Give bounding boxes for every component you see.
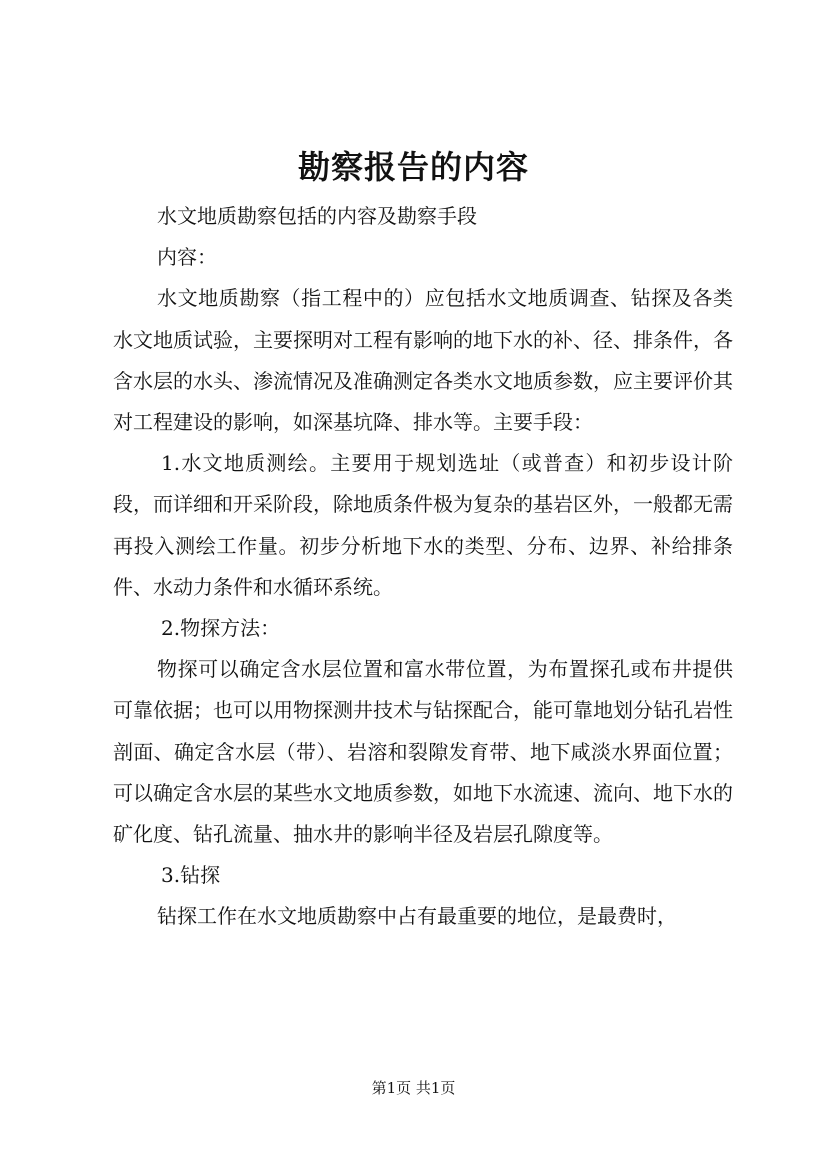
- paragraph-item-1: 1.水文地质测绘。主要用于规划选址（或普查）和初步设计阶段，而详细和开采阶段，除地质条件极为复杂的基岩区外，一般都无需再投入测绘工作量。初步分析地下水的类型、分布、边界、补给排条件、水动力条件和水循环系统。: [113, 451, 733, 599]
- document-title: 勘察报告的内容: [297, 148, 529, 186]
- page-footer: 第1页 共1页: [371, 1079, 456, 1097]
- paragraph-item-3-heading: 3.钻探: [161, 863, 221, 888]
- paragraph-geophysics: 物探可以确定含水层位置和富水带位置，为布置探孔或布井提供可靠依据；也可以用物探测井技术与钻探配合，能可靠地划分钻孔岩性剖面、确定含水层（带）、岩溶和裂隙发育带、地下咸淡水界面位置；可以确定含水层的某些水文地质参数，如地下水流速、流向、地下水的矿化度、钻孔流量、抽水井的影响半径及岩层孔隙度等。: [113, 657, 733, 847]
- paragraph-content-label: 内容：: [157, 245, 217, 270]
- document-body: [113, 196, 733, 938]
- paragraph-overview: 水文地质勘察（指工程中的）应包括水文地质调查、钻探及各类水文地质试验，主要探明对工程有影响的地下水的补、径、排条件，各含水层的水头、渗流情况及准确测定各类水文地质参数，应主要评价其对工程建设的影响，如深基坑降、排水等。主要手段：: [113, 286, 733, 435]
- paragraph-subtitle: 水文地质勘察包括的内容及勘察手段: [157, 204, 477, 228]
- paragraph-item-2-heading: 2.物探方法：: [161, 616, 281, 641]
- paragraph-drilling: 钻探工作在水文地质勘察中占有最重要的地位，是最费时，: [157, 904, 677, 929]
